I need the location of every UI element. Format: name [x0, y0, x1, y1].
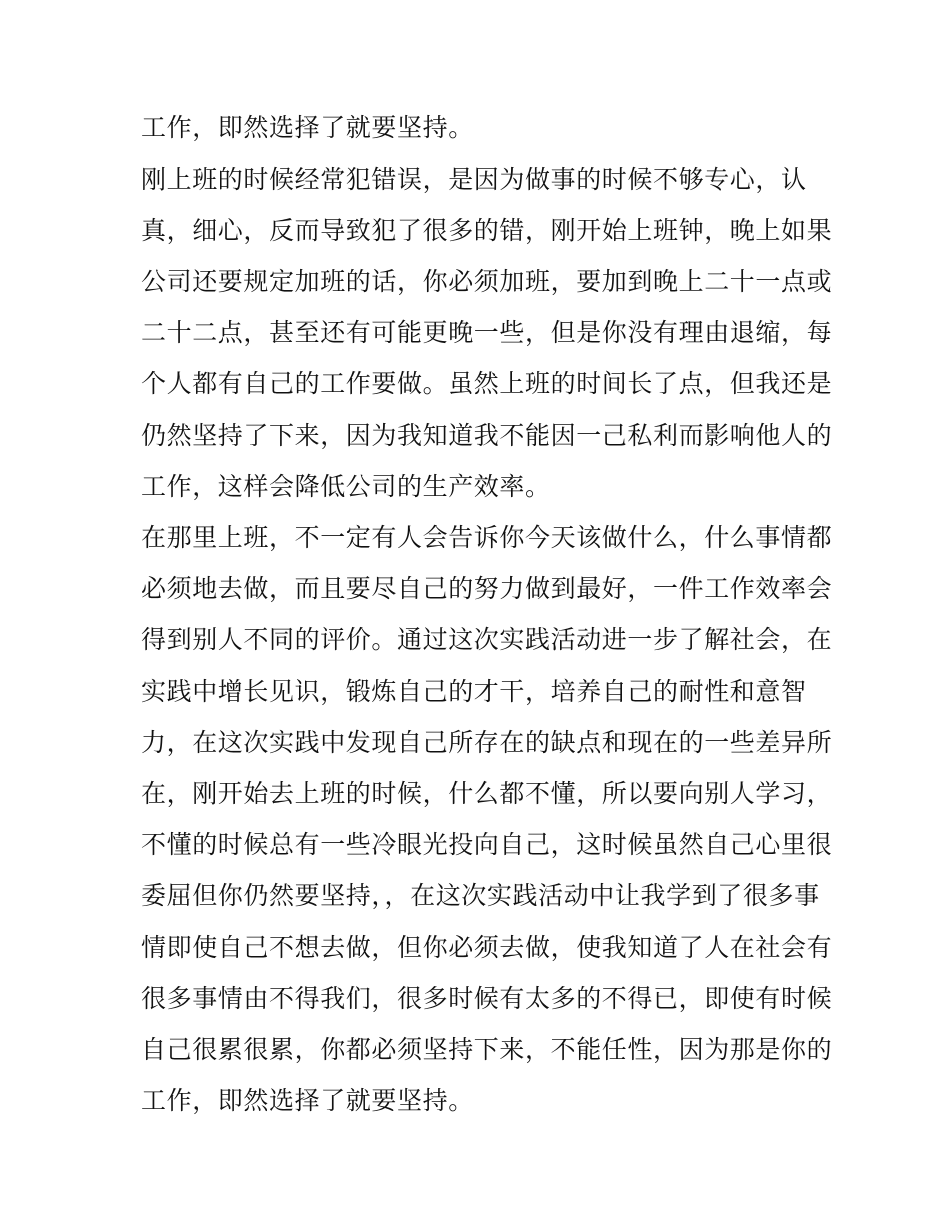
text-line: 公司还要规定加班的话，你必须加班，要加到晚上二十一点或	[141, 267, 833, 296]
text-line: 刚上班的时候经常犯错误，是因为做事的时候不够专心，认	[141, 165, 807, 194]
text-line: 很多事情由不得我们，很多时候有太多的不得已，即使有时候	[141, 984, 833, 1013]
text-line: 个人都有自己的工作要做。虽然上班的时间长了点，但我还是	[141, 369, 833, 398]
text-line: 在那里上班，不一定有人会告诉你今天该做什么，什么事情都	[141, 523, 833, 552]
text-line: 情即使自己不想去做，但你必须去做，使我知道了人在社会有	[141, 933, 833, 962]
text-line: 力，在这次实践中发现自己所存在的缺点和现在的一些差异所	[141, 728, 833, 757]
text-line: 工作，这样会降低公司的生产效率。	[141, 472, 551, 501]
text-line: 工作，即然选择了就要坚持。	[141, 1086, 474, 1115]
text-line: 自己很累很累，你都必须坚持下来，不能任性，因为那是你的	[141, 1035, 833, 1064]
text-line: 仍然坚持了下来，因为我知道我不能因一己私利而影响他人的	[141, 421, 833, 450]
text-line: 实践中增长见识，锻炼自己的才干，培养自己的耐性和意智	[141, 677, 807, 706]
text-line: 真，细心，反而导致犯了很多的错，刚开始上班钟，晚上如果	[141, 216, 833, 245]
text-line: 在，刚开始去上班的时候，什么都不懂，所以要向别人学习，	[141, 779, 833, 808]
text-line: 不懂的时候总有一些冷眼光投向自己，这时候虽然自己心里很	[141, 830, 833, 859]
text-line: 工作，即然选择了就要坚持。	[141, 113, 474, 142]
text-line: 委屈但你仍然要坚持，，在这次实践活动中让我学到了很多事	[141, 881, 820, 910]
text-line: 二十二点，甚至还有可能更晚一些，但是你没有理由退缩，每	[141, 318, 833, 347]
text-line: 得到别人不同的评价。通过这次实践活动进一步了解社会，在	[141, 625, 833, 654]
text-line: 必须地去做，而且要尽自己的努力做到最好，一件工作效率会	[141, 574, 833, 603]
